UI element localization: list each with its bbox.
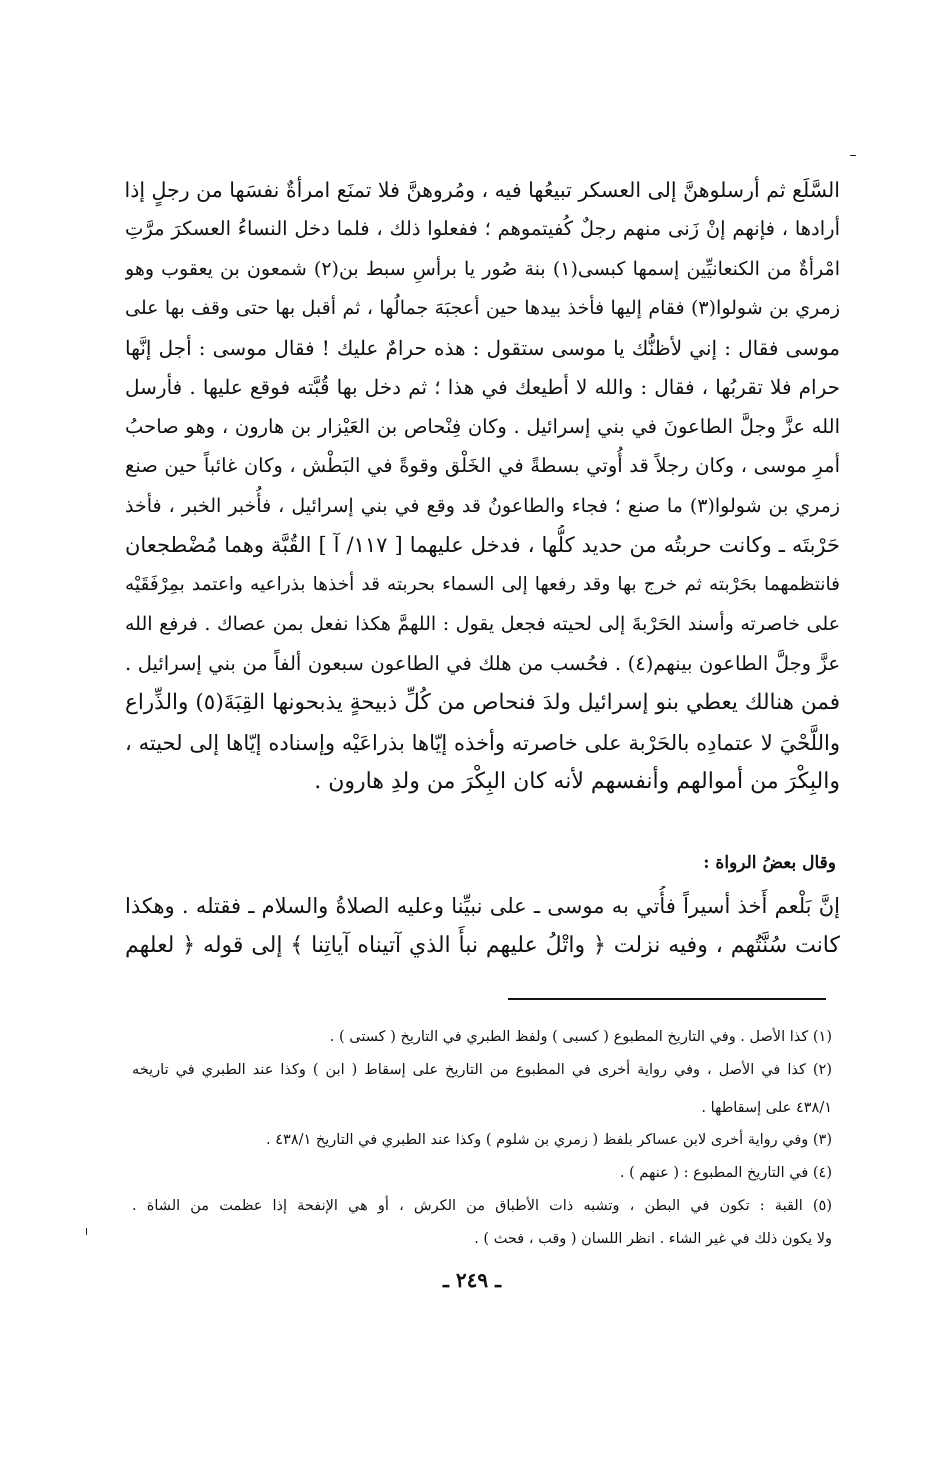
- text-line: حَرْبتَه ـ وكانت حربتُه من حديد كلُّها ، فدخل عليهما [ ١١٧/ آ ] القُبَّة وهما مُضْطجعان: [125, 533, 840, 557]
- footnote-5: (٥) القبة : تكون في البطن ، وتشبه ذات الأطباق من الكرش ، أو هي الإنفحة إذا عظمت من الشاة .: [132, 1198, 832, 1214]
- text-line-last: والبِكْرَ من أموالهم وأنفسهم لأنه كان البِكْرَ من ولدِ هارون .: [314, 769, 840, 794]
- text-line: عزَّ وجلَّ الطاعون بينهم(٤) . فحُسب من هلك في الطاعون سبعون ألفاً من بني إسرائيل .: [125, 652, 840, 675]
- text-line: كانت سُنَّتُهم ، وفيه نزلت ﴿ واتْلُ عليهم نبأَ الذي آتيناه آياتِنا ﴾ إلى قوله ﴿ لعلهم: [125, 933, 840, 958]
- footnote-2: (٢) كذا في الأصل ، وفي رواية أخرى في المطبوع من التاريخ على إسقاط ( ابن ) وكذا عند الطبري في تاريخه: [132, 1062, 832, 1078]
- footnote-5-continued: ولا يكون ذلك في غير الشاء . انظر اللسان ( وقب ، فحث ) .: [474, 1231, 832, 1247]
- footnote-3: (٣) وفي رواية أخرى لابن عساكر بلفظ ( زمري بن شلوم ) وكذا عند الطبري في التاريخ ٤٣٨/١ .: [266, 1132, 832, 1148]
- text-line: على خاصرته وأسند الحَرْبةَ إلى لحيته فجعل يقول : اللهمَّ هكذا نفعل بمن عصاك . فرفع الله: [125, 613, 840, 635]
- text-line: امْرأةٌ من الكنعانيِّين إسمها كبسى(١) بنة صُور يا برأسِ سبط بن(٢) شمعون بن يعقوب وهو: [125, 258, 840, 280]
- text-line: فمن هنالك يعطي بنو إسرائيل ولدَ فنحاص من كُلِّ ذبيحةٍ يذبحونها القِبَةَ(٥) والذِّراع: [125, 690, 840, 715]
- text-line: أرادها ، فإنهم إنْ زَنى منهم رجلٌ كُفيتموهم ؛ ففعلوا ذلك ، فلما دخل النساءُ العسكرَ مرَّتِ: [125, 217, 840, 240]
- footnote-separator: [508, 998, 826, 1000]
- margin-mark-bottom-left: [86, 1228, 87, 1235]
- text-line: زمري بن شولوا(٣) ما صنع ؛ فجاء والطاعونُ قد وقع في بني إسرائيل ، فأُخبر الخبر ، فأخذ: [125, 495, 840, 517]
- text-line: موسى فقال : إني لأظنُّك يا موسى ستقول : هذه حرامٌ عليك ! فقال موسى : أجل إنَّها: [125, 336, 840, 360]
- text-line: واللَّحْيَ لا عتمادِه بالحَرْبة على خاصرته وأخذه إيّاها بذراعَيْه وإسناده إيّاها إلى لحيته ،: [125, 731, 840, 755]
- margin-mark-top-right: [850, 155, 856, 156]
- text-line: فانتظمهما بحَرْبته ثم خرج بها وقد رفعها إلى السماء بحربته قد أخذها بذراعيه واعتمد بمِرْفَقَيْه: [125, 574, 840, 595]
- footnote-1: (١) كذا الأصل . وفي التاريخ المطبوع ( كسبى ) ولفظ الطبري في التاريخ ( كستى ) .: [329, 1029, 832, 1045]
- text-line: حرام فلا تقربُها ، فقال : والله لا أطيعك في هذا ؛ ثم دخل بها قُبَّته فوقع عليها . فأرسل: [125, 375, 840, 399]
- text-line: الله عزَّ وجلَّ الطاعونَ في بني إسرائيل . وكان فِنْحاص بن العَيْزار بن هارون ، وهو صاحبُ: [125, 415, 840, 438]
- text-line: السَّلَع ثم أرسلوهنَّ إلى العسكر تبيعُها فيه ، ومُروهنَّ فلا تمنَع امرأةٌ نفسَها من رجلٍ إذا: [125, 178, 840, 202]
- text-line: إنَّ بَلْعم أَخذ أسيراً فأُتي به موسى ـ على نبيِّنا وعليه الصلاةُ والسلام ـ فقتله . وهكذا: [125, 894, 840, 918]
- text-line: أمرِ موسى ، وكان رجلاً قد أُوتي بسطةً في الخَلْق وقوةً في البَطْش ، وكان غائباً حين صنع: [125, 454, 840, 477]
- footnote-4: (٤) في التاريخ المطبوع : ( عنهم ) .: [619, 1165, 832, 1181]
- text-line: زمري بن شولوا(٣) فقام إليها فأخذ بيدها حين أعجبَهَ جمالُها ، ثم أقبل بها حتى وقف بها على: [125, 297, 840, 319]
- footnote-2-continued: ٤٣٨/١ على إسقاطها .: [701, 1100, 832, 1116]
- section-subheading: وقال بعضُ الرواة :: [703, 853, 836, 873]
- page-number: ـ ٢٤٩ ـ: [443, 1268, 501, 1292]
